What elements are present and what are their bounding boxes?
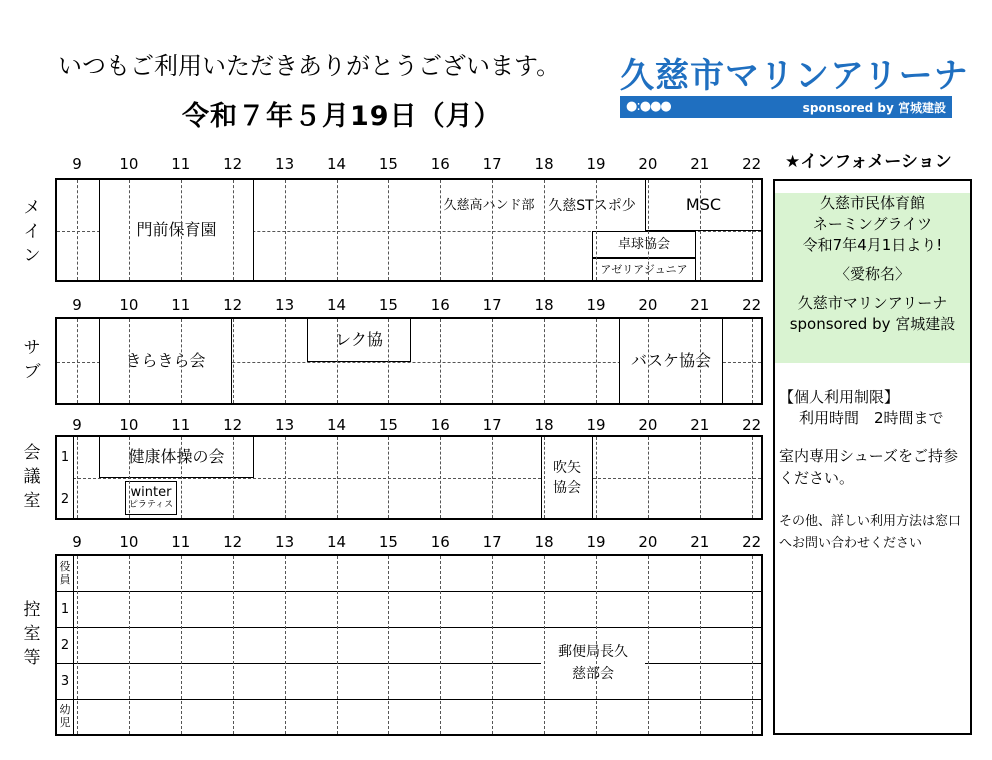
event-basket[interactable]	[619, 319, 723, 403]
waiting-row-yoji: 幼児	[59, 703, 71, 729]
hour-label: 22	[742, 296, 762, 314]
event-label: 吹矢協会	[553, 459, 581, 496]
main-schedule-grid	[55, 178, 763, 282]
hour-label: 19	[586, 155, 606, 173]
event-label: レク協	[335, 330, 383, 350]
hour-label: 20	[638, 155, 658, 173]
hour-label: 20	[638, 533, 658, 551]
hour-label: 15	[378, 533, 398, 551]
hour-label: 18	[534, 416, 554, 434]
event-label: 久慈高ハンド部	[443, 198, 535, 214]
info-line	[775, 285, 970, 293]
hour-label: 19	[586, 296, 606, 314]
hour-label: 16	[430, 155, 450, 173]
hour-label: 18	[534, 296, 554, 314]
hour-label: 10	[119, 533, 139, 551]
logo-sponsor: sponsored by 宮城建設	[802, 101, 946, 115]
hour-label: 14	[326, 296, 347, 314]
hour-label: 14	[326, 155, 347, 173]
event-label: 久慈STスポ少	[548, 197, 636, 214]
greeting-text: いつもご利用いただきありがとうございます。	[58, 52, 561, 80]
hour-label: 16	[430, 533, 450, 551]
event-suiso[interactable]	[541, 437, 593, 518]
info-line: ネーミングライツ	[812, 215, 933, 233]
limit-title: 【個人利用制限】	[779, 388, 900, 406]
event-label: winter	[130, 484, 172, 500]
info-line: 〈愛称名〉	[834, 265, 910, 283]
hour-label: 21	[690, 533, 710, 551]
hour-label: 22	[742, 155, 762, 173]
event-label: 卓球協会	[617, 236, 670, 252]
hour-label: 12	[223, 533, 243, 551]
hour-label: 12	[223, 155, 243, 173]
hour-label: 21	[690, 155, 710, 173]
event-label: 健康体操の会	[128, 447, 225, 467]
event-label: 門前保育園	[136, 220, 217, 240]
hour-label: 10	[119, 416, 139, 434]
section-label-sub: サブ	[23, 338, 41, 382]
event-kenko[interactable]	[99, 437, 254, 478]
hour-label: 15	[378, 416, 398, 434]
logo-dots-icon: ●:●●●	[626, 99, 671, 114]
hour-label: 21	[690, 296, 710, 314]
naming-rights-notice	[775, 193, 970, 363]
hour-label: 19	[586, 416, 606, 434]
hour-label: 19	[586, 533, 606, 551]
hour-label: 20	[638, 416, 658, 434]
hour-label: 18	[534, 155, 554, 173]
hour-label: 12	[223, 296, 243, 314]
meeting-row-2: 2	[60, 492, 70, 507]
event-yubin[interactable]	[541, 628, 645, 698]
hour-label: 10	[119, 296, 139, 314]
event-label: MSC	[685, 195, 722, 215]
hour-label: 10	[119, 155, 139, 173]
hour-label: 9	[72, 296, 82, 314]
event-msc[interactable]	[645, 180, 761, 231]
sub-schedule-grid	[55, 317, 763, 405]
other-notice: その他、詳しい利用方法は窓口へお問い合わせください	[779, 514, 962, 551]
meeting-row-1: 1	[60, 450, 70, 465]
hour-label: 9	[72, 155, 82, 173]
event-sublabel: ピラティス	[128, 500, 174, 511]
hour-label: 21	[690, 416, 710, 434]
hour-label: 13	[275, 416, 295, 434]
event-monzen[interactable]	[99, 180, 254, 280]
waiting-row-2: 2	[60, 638, 70, 653]
hour-label: 20	[638, 296, 658, 314]
shoes-notice: 室内専用シューズをご持参ください。	[779, 447, 958, 487]
hour-label: 9	[72, 416, 82, 434]
event-kuji-st[interactable]	[541, 184, 643, 228]
limit-detail: 利用時間 2時間まで	[799, 409, 944, 427]
section-label-meeting: 会議室	[23, 443, 41, 511]
event-label: アゼリアジュニア	[600, 262, 688, 276]
hour-label: 18	[534, 533, 554, 551]
waiting-row-3: 3	[60, 674, 70, 689]
hour-label: 11	[171, 416, 191, 434]
hour-label: 14	[326, 533, 347, 551]
hour-label: 13	[275, 155, 295, 173]
event-label: バスケ協会	[630, 351, 711, 371]
section-label-main: メイン	[23, 198, 41, 266]
section-label-waiting: 控室等	[23, 600, 41, 668]
event-azalea[interactable]	[592, 258, 696, 280]
hour-label: 17	[482, 296, 502, 314]
hour-label: 11	[171, 155, 191, 173]
hour-label: 22	[742, 416, 762, 434]
info-title: ★インフォメーション	[785, 152, 952, 172]
event-takkyu[interactable]	[592, 231, 696, 258]
logo-name: 久慈市マリンアリーナ	[620, 56, 969, 96]
hour-label: 17	[482, 416, 502, 434]
logo-bar	[620, 96, 952, 118]
event-winter[interactable]	[125, 481, 177, 515]
event-label: 郵便局長久慈部会	[558, 644, 628, 682]
hour-label: 15	[378, 296, 398, 314]
hour-label: 15	[378, 155, 398, 173]
hour-label: 11	[171, 533, 191, 551]
info-line: sponsored by 宮城建設	[789, 315, 956, 333]
hour-label: 13	[275, 533, 295, 551]
waiting-row-yakuin: 役員	[59, 560, 71, 586]
hour-label: 16	[430, 296, 450, 314]
info-line: 久慈市民体育館	[819, 194, 925, 212]
info-line: 令和7年4月1日より!	[802, 236, 943, 254]
waiting-schedule-grid	[55, 554, 763, 736]
hour-label: 11	[171, 296, 191, 314]
info-line: 久慈市マリンアリーナ	[797, 294, 948, 312]
event-label: きらきら会	[125, 351, 206, 371]
hour-label: 9	[72, 533, 82, 551]
hour-label: 14	[326, 416, 347, 434]
meeting-schedule-grid	[55, 435, 763, 520]
waiting-row-1: 1	[60, 602, 70, 617]
hour-label: 16	[430, 416, 450, 434]
event-rec[interactable]	[307, 319, 411, 362]
page-date: 令和７年５月19日（月）	[182, 101, 502, 132]
hour-label: 12	[223, 416, 243, 434]
logo	[620, 48, 969, 124]
hour-label: 22	[742, 533, 762, 551]
info-line	[775, 256, 970, 264]
event-kuji-handball[interactable]	[439, 184, 539, 228]
hour-label: 17	[482, 533, 502, 551]
hour-label: 17	[482, 155, 502, 173]
event-kirakira[interactable]	[99, 319, 232, 403]
hour-label: 13	[275, 296, 295, 314]
info-panel	[773, 179, 972, 735]
